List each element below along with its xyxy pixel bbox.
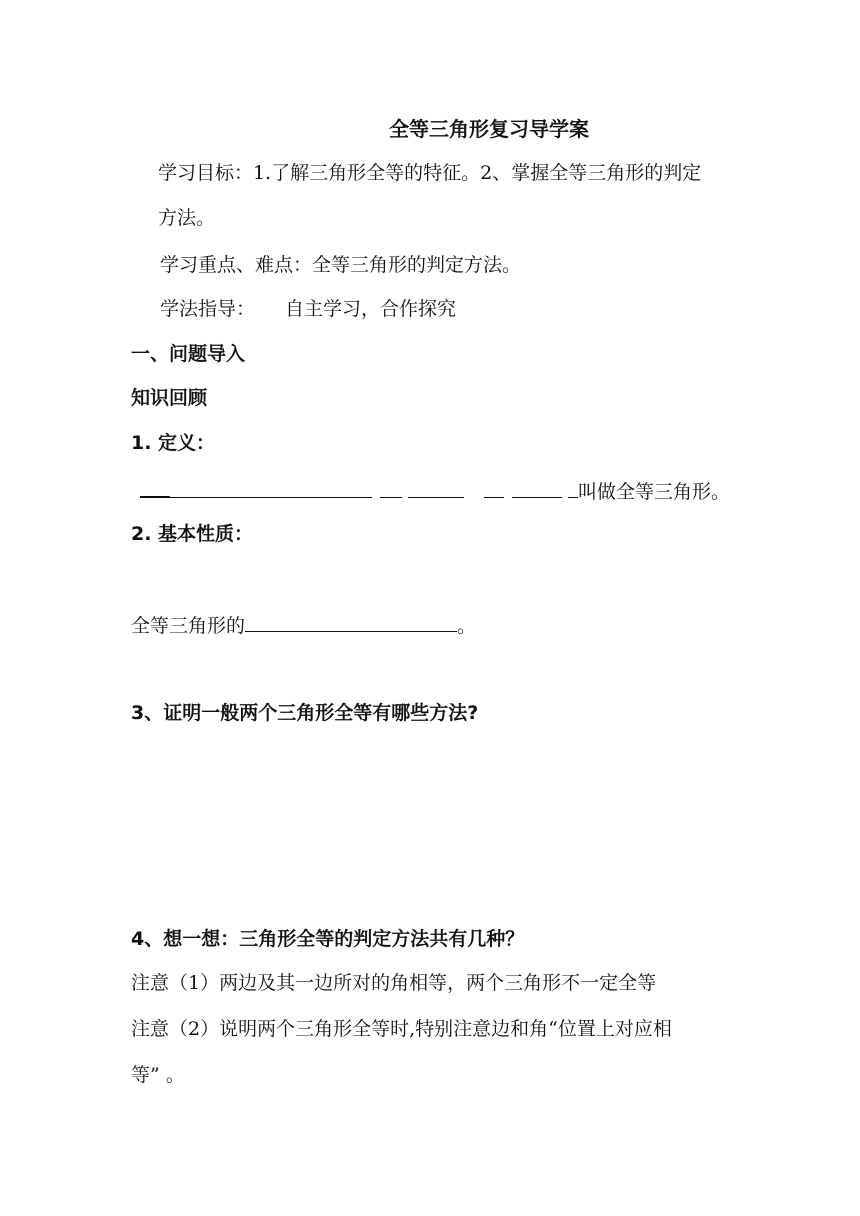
study-method-value: 自主学习，合作探究 bbox=[285, 298, 457, 320]
question-3: 3、证明一般两个三角形全等有哪些方法? bbox=[131, 702, 479, 724]
definition-blank-5[interactable] bbox=[484, 477, 504, 498]
property-line bbox=[131, 611, 476, 639]
question-1-label: 1. 定义： bbox=[131, 432, 216, 454]
definition-blank-3[interactable] bbox=[380, 477, 402, 498]
page-title: 全等三角形复习导学案 bbox=[389, 117, 589, 141]
definition-blank-line bbox=[140, 476, 730, 505]
study-method bbox=[160, 296, 456, 322]
study-method-label: 学法指导： bbox=[160, 298, 256, 320]
property-prefix: 全等三角形的 bbox=[131, 615, 246, 637]
definition-suffix: 叫做全等三角形。 bbox=[578, 481, 731, 503]
question-4: 4、想一想：三角形全等的判定方法共有几种？ bbox=[131, 928, 525, 950]
definition-blank-6[interactable] bbox=[512, 477, 562, 498]
definition-blank-1[interactable] bbox=[140, 476, 170, 498]
objectives-line-2: 方法。 bbox=[158, 207, 216, 229]
property-blank[interactable] bbox=[245, 611, 457, 632]
key-points: 学习重点、难点：全等三角形的判定方法。 bbox=[160, 254, 522, 276]
question-2-label: 2. 基本性质： bbox=[131, 523, 254, 545]
objectives-line-1: 学习目标：1.了解三角形全等的特征。2、掌握全等三角形的判定 bbox=[158, 162, 702, 184]
note-1: 注意（1）两边及其一边所对的角相等，两个三角形不一定全等 bbox=[131, 972, 657, 994]
definition-blank-7[interactable] bbox=[568, 477, 578, 498]
definition-blank-2[interactable] bbox=[170, 477, 372, 498]
section-heading-problem-intro: 一、问题导入 bbox=[131, 343, 246, 365]
property-suffix: 。 bbox=[457, 615, 477, 637]
note-2-line-1: 注意（2）说明两个三角形全等时,特别注意边和角“位置上对应相 bbox=[131, 1018, 672, 1040]
definition-blank-4[interactable] bbox=[408, 477, 464, 498]
note-2-line-2: 等” 。 bbox=[131, 1064, 185, 1086]
subheading-knowledge-review: 知识回顾 bbox=[131, 387, 208, 409]
